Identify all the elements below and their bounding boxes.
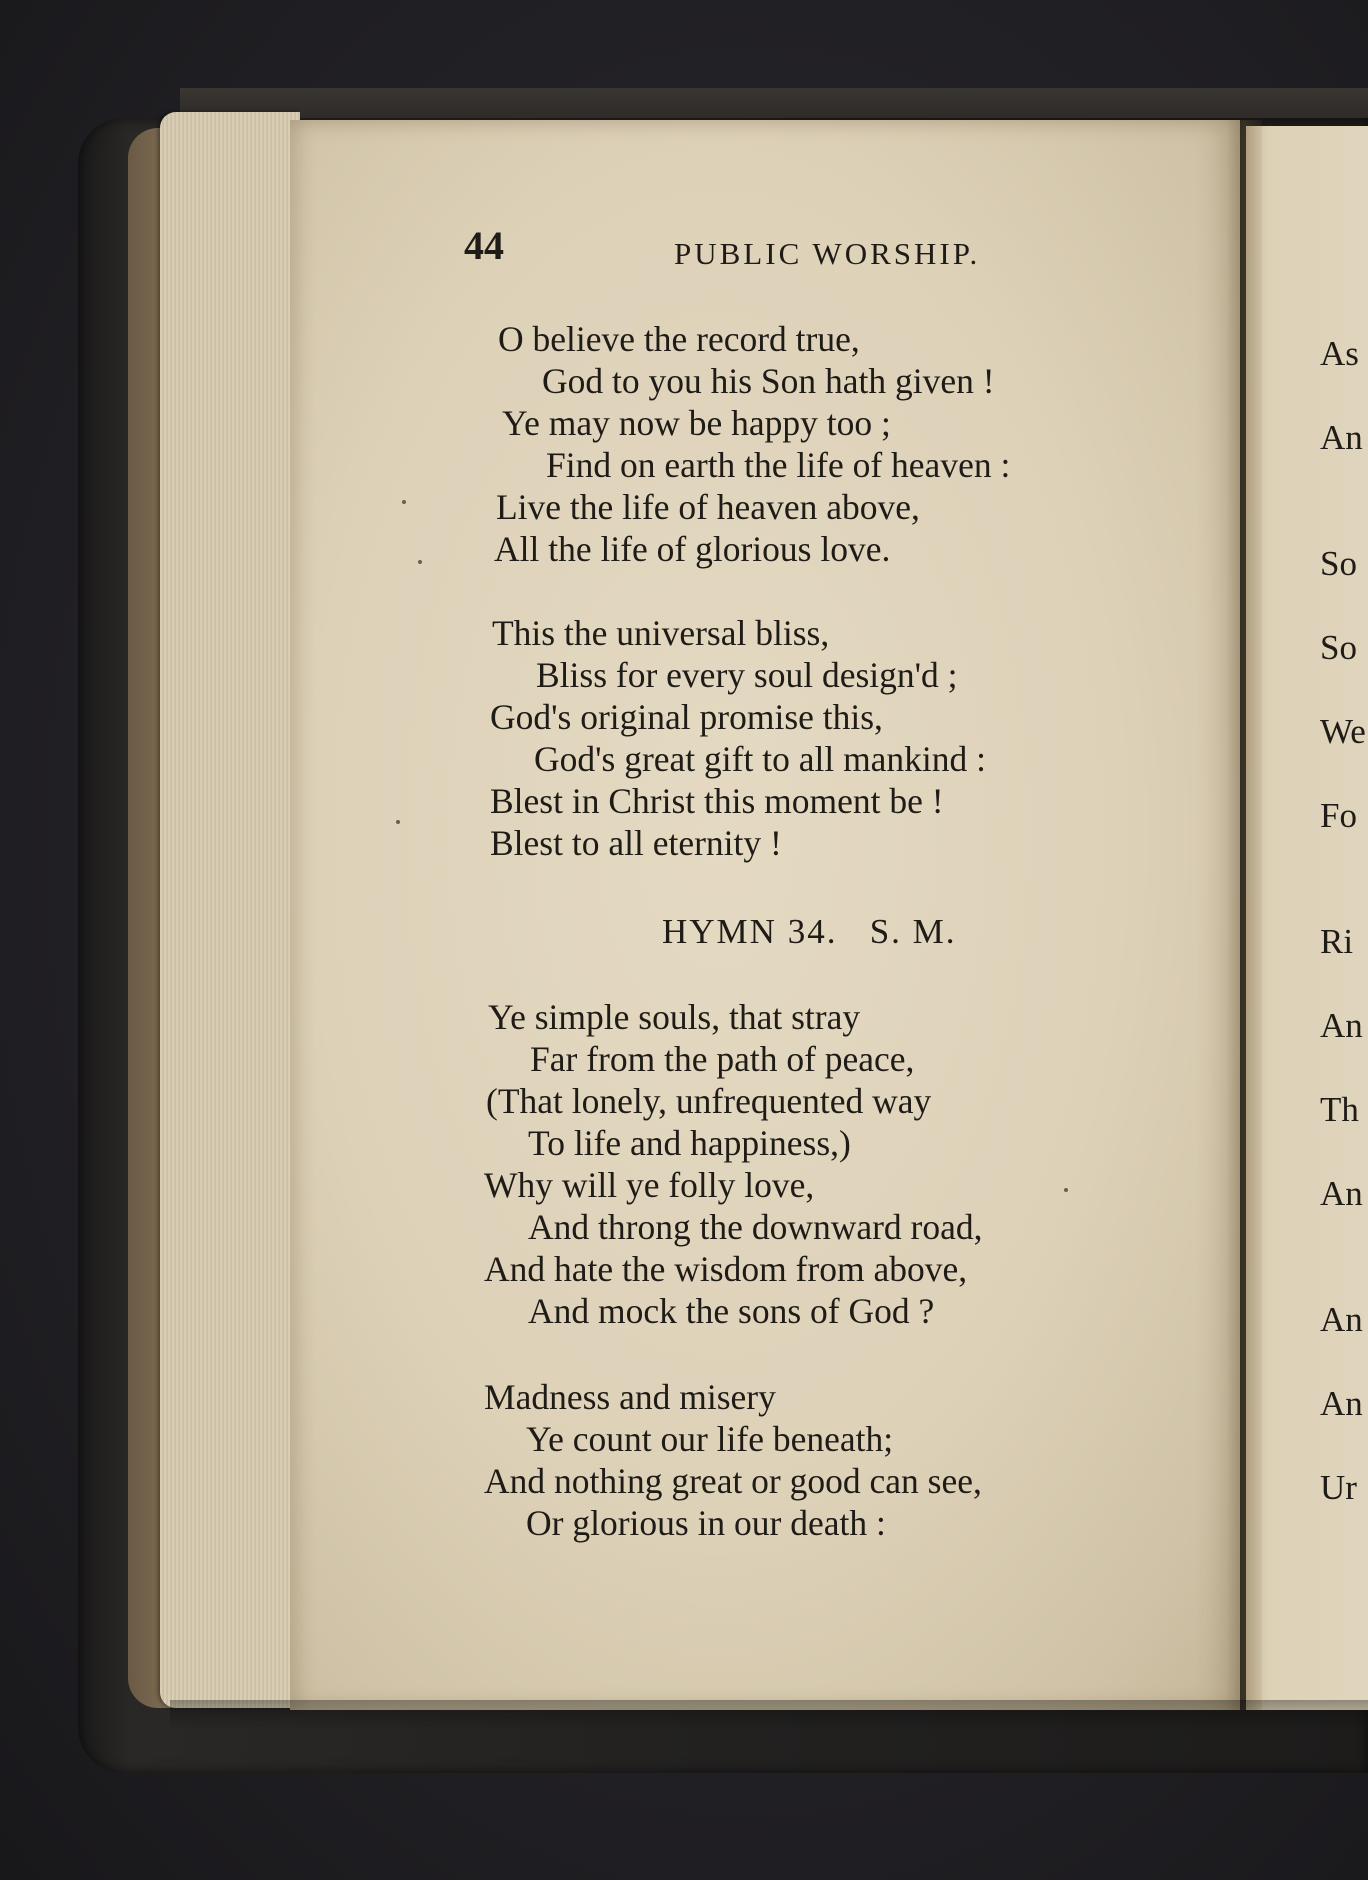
right-fragment: An	[1320, 1300, 1363, 1339]
verse-line: And throng the downward road,	[528, 1207, 983, 1247]
verse-line: Far from the path of peace,	[530, 1039, 915, 1079]
verse-line: To life and happiness,)	[528, 1123, 851, 1163]
running-head: PUBLIC WORSHIP.	[674, 236, 981, 271]
verse-line: God's original promise this,	[490, 697, 883, 737]
verse-line: This the universal bliss,	[492, 613, 830, 653]
verse-line: Ye count our life beneath;	[526, 1419, 894, 1459]
right-page	[1246, 126, 1368, 1710]
bottom-shadow	[170, 1700, 1368, 1730]
verse-line: And nothing great or good can see,	[484, 1461, 982, 1501]
verse-line: O believe the record true,	[498, 319, 860, 359]
verse-line: Live the life of heaven above,	[496, 487, 920, 527]
paper-speck	[418, 560, 422, 564]
verse-line: And hate the wisdom from above,	[484, 1249, 968, 1289]
right-fragment: Ri	[1320, 922, 1354, 961]
right-fragment: An	[1320, 418, 1363, 457]
verse-line: God to you his Son hath given !	[542, 361, 995, 401]
paper-speck	[402, 500, 406, 504]
verse-line: Ye simple souls, that stray	[488, 997, 861, 1037]
verse-line: Blest in Christ this moment be !	[490, 781, 944, 821]
right-fragment: Fo	[1320, 796, 1357, 835]
right-fragment: So	[1320, 544, 1357, 583]
right-fragment: Ur	[1320, 1468, 1357, 1507]
verse-line: Find on earth the life of heaven :	[546, 445, 1011, 485]
right-fragment: An	[1320, 1006, 1363, 1045]
verse-line: Or glorious in our death :	[526, 1503, 886, 1543]
right-fragment: An	[1320, 1384, 1363, 1423]
right-fragment: Th	[1320, 1090, 1359, 1129]
page-edges	[160, 112, 300, 1708]
verse-line: Ye may now be happy too ;	[502, 403, 891, 443]
right-fragment: So	[1320, 628, 1357, 667]
verse-line: Madness and misery	[484, 1377, 776, 1417]
verse-line: Why will ye folly love,	[484, 1165, 815, 1205]
verse-line: Blest to all eternity !	[490, 823, 782, 863]
verse-line: God's great gift to all mankind :	[534, 739, 987, 779]
page-number: 44	[464, 223, 504, 268]
right-fragment: We	[1320, 712, 1366, 751]
verse-line: And mock the sons of God ?	[528, 1291, 935, 1331]
verse-line: (That lonely, unfrequented way	[486, 1081, 932, 1121]
gutter-shadow	[1226, 120, 1262, 1710]
right-fragment: An	[1320, 1174, 1363, 1213]
paper-speck	[396, 820, 400, 824]
right-fragment: As	[1320, 334, 1359, 373]
paper-speck	[1064, 1188, 1068, 1192]
hymn-heading: HYMN 34. S. M.	[662, 912, 957, 951]
verse-line: All the life of glorious love.	[494, 529, 891, 569]
verse-line: Bliss for every soul design'd ;	[536, 655, 958, 695]
